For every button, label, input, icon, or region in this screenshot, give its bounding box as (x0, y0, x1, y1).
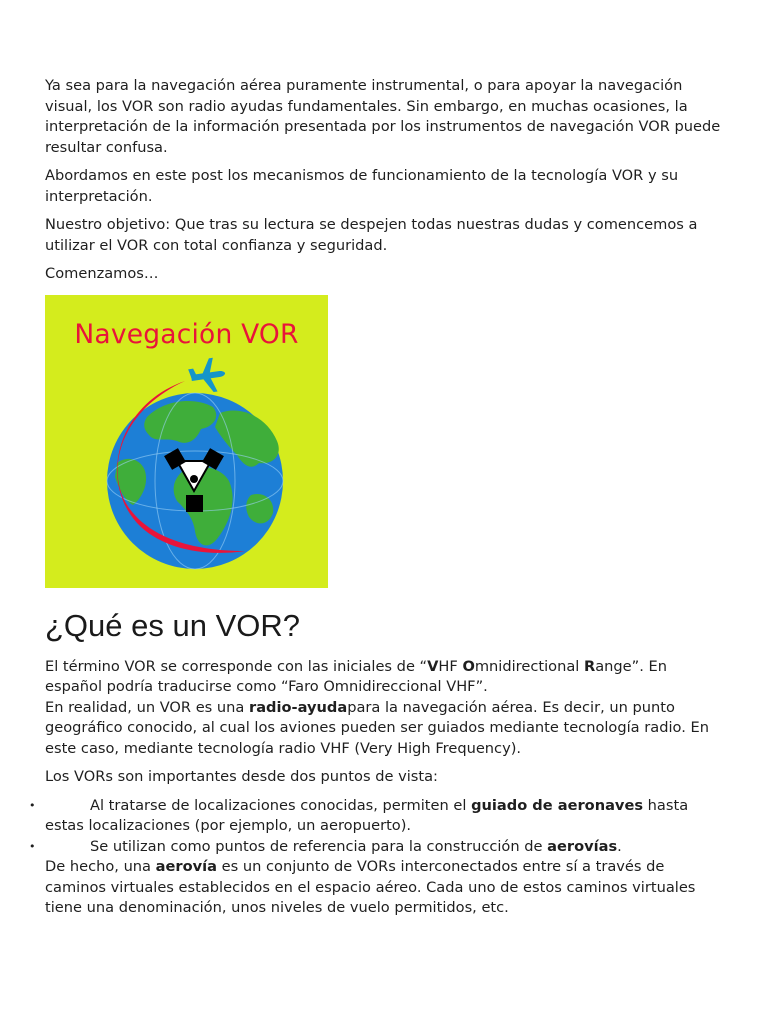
article (29, 76, 725, 919)
navegacion-vor-illustration (45, 295, 328, 588)
intro-paragraph-3: Nuestro objetivo: Que tras su lectura se despejen todas nuestras dudas y comencemos a utilizar el VOR con total confianza y seguridad. (45, 216, 698, 254)
aerovia-explanation: De hecho, una aerovía es un conjunto de VORs interconectados entre sí a través de caminos virtuales establecidos en el espacio aéreo. Cada uno de estos caminos virtuales tiene una denominación, unos niveles de vuelo permitidos, etc. (45, 858, 696, 916)
vor-explanation: En realidad, un VOR es una radio-ayudapara la navegación aérea. Es decir, un punto geográfico conocido, al cual los aviones pueden ser guiados mediante tecnología radio. En este caso, mediante tecnología radio VHF (Very High Frequency). (45, 698, 709, 757)
intro-paragraph-4: Comenzamos… (45, 265, 159, 282)
airplane-icon (187, 356, 227, 395)
bullet-icon: • (29, 839, 36, 853)
intro-paragraph-2: Abordamos en este post los mecanismos de funcionamiento de la tecnología VOR y su interpretación. (45, 167, 679, 205)
list-item: • Se utilizan como puntos de referencia para la construcción de aerovías. (45, 837, 725, 858)
vor-definition: El término VOR se corresponde con las iniciales de “VHF Omnidirectional Range”. En español podría traducirse como “Faro Omnidireccional VHF”. (45, 657, 667, 695)
list-item: • Al tratarse de localizaciones conocidas, permiten el guiado de aeronaves hasta estas localizaciones (por ejemplo, un aeropuerto). (29, 796, 689, 834)
intro-paragraph-1: Ya sea para la navegación aérea puramente instrumental, o para apoyar la navegación visual, los VOR son radio ayudas fundamentales. Sin embargo, en muchas ocasiones, la interpretación de la información presentada por los instrumentos de navegación VOR puede resultar confusa. (45, 77, 721, 156)
importance-list (29, 796, 725, 858)
section-heading: ¿Qué es un VOR? (45, 607, 301, 643)
bullet-icon: • (29, 798, 36, 812)
illustration-title: Navegación VOR (74, 318, 299, 350)
importance-intro: Los VORs son importantes desde dos puntos de vista: (45, 768, 438, 785)
